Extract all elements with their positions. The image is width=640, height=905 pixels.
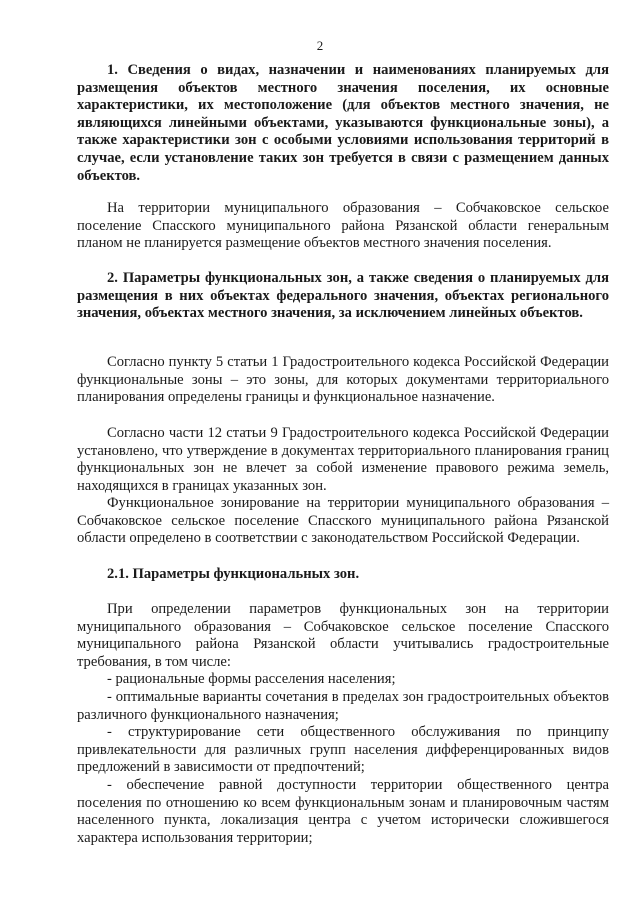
section-2-1-heading: 2.1. Параметры функциональных зон. — [107, 566, 360, 582]
list-item: - оптимальные варианты сочетания в пределах зон градостроительных объектов различного функционального назначения; — [77, 689, 609, 723]
section-2-1-paragraph: При определении параметров функциональных зон на территории муниципального образования – Собчаковское сельское поселение Спасского муниципального района Рязанской области учитывались градостроительные требования, в том числе: — [77, 601, 609, 670]
list-item: - обеспечение равной доступности территории общественного центра поселения по отношению ко всем функциональным зонам и планировочным частям населенного пункта, локализация центра с учетом исторически сложившегося характера использования территории; — [77, 777, 609, 846]
page-number: 2 — [316, 38, 324, 53]
section-1-heading: 1. Сведения о видах, назначении и наименованиях планируемых для размещения объектов местного значения поселения, их основные характеристики, их местоположение (для объектов местного значения, не являющихся линейными объектами, указываются функциональные зоны), а также характеристики зон с особыми условиями использования территорий в случае, если установление таких зон требуется в связи с размещением данных объектов. — [77, 62, 609, 184]
section-2-heading: 2. Параметры функциональных зон, а также сведения о планируемых для размещения в них объектах федерального значения, объектах регионального значения, объектах местного значения, за исключением линейных объектов. — [77, 270, 609, 322]
section-1-paragraph: На территории муниципального образования – Собчаковское сельское поселение Спасского муниципального района Рязанской области генеральным планом не планируется размещение объектов местного значения поселения. — [77, 200, 609, 252]
section-2-paragraph-2: Согласно части 12 статьи 9 Градостроительного кодекса Российской Федерации установлено, что утверждение в документах территориального планирования границ функциональных зон не влечет за собой изменение правового режима земель, находящихся в границах указанных зон. — [77, 425, 609, 494]
list-item: - рациональные формы расселения населения; — [107, 671, 396, 687]
section-2-paragraph-1: Согласно пункту 5 статьи 1 Градостроительного кодекса Российской Федерации функциональные зоны – это зоны, для которых документами территориального планирования определены границы и функциональное назначение. — [77, 354, 609, 406]
section-2-paragraph-3: Функциональное зонирование на территории муниципального образования – Собчаковское сельское поселение Спасского муниципального района Рязанской области определено в соответствии с законодательством Российской Федерации. — [77, 495, 609, 547]
list-item: - структурирование сети общественного обслуживания по принципу привлекательности для различных групп населения дифференцированных видов предложений в зависимости от предпочтений; — [77, 724, 609, 776]
